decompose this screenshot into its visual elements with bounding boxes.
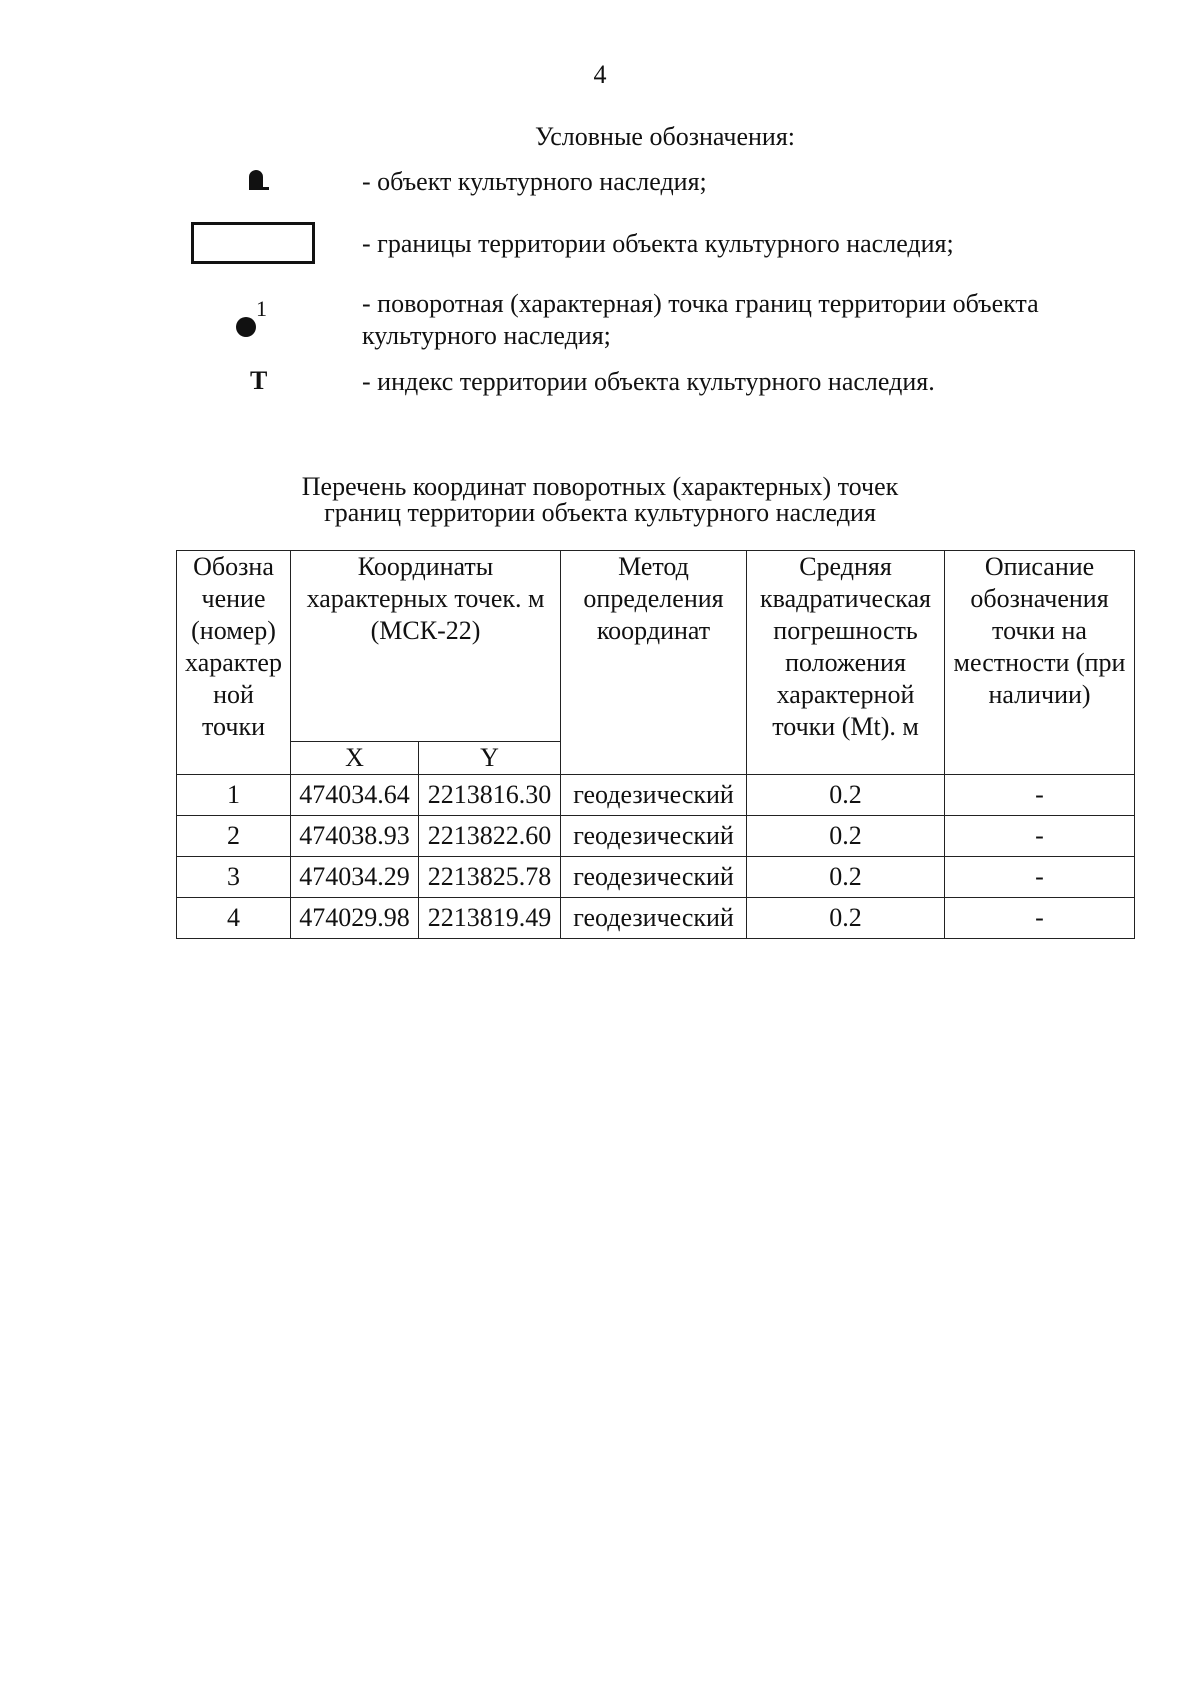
table-title-line1: Перечень координат поворотных (характерных) точек: [301, 472, 899, 501]
cell-method: геодезический: [561, 898, 747, 939]
legend-item-index: - индекс территории объекта культурного наследия.: [362, 367, 935, 396]
cell-y: 2213825.78: [419, 857, 561, 898]
header-x: X: [291, 742, 419, 775]
cell-x: 474029.98: [291, 898, 419, 939]
cell-description: -: [945, 775, 1135, 816]
header-error: Средняя квадратическая погрешность положения характерной точки (Mt). м: [747, 551, 945, 775]
cell-method: геодезический: [561, 857, 747, 898]
cell-error: 0.2: [747, 816, 945, 857]
cell-x: 474034.64: [291, 775, 419, 816]
table-row: [177, 898, 1135, 939]
legend-title: Условные обозначения:: [534, 122, 796, 151]
cell-method: геодезический: [561, 816, 747, 857]
turning-point-icon: [236, 317, 256, 337]
table-title-line2: границ территории объекта культурного наследия: [324, 498, 876, 527]
cell-error: 0.2: [747, 857, 945, 898]
cell-y: 2213819.49: [419, 898, 561, 939]
table-row: [177, 816, 1135, 857]
table-row: [177, 775, 1135, 816]
cell-x: 474034.29: [291, 857, 419, 898]
header-coordinates: Координаты характерных точек. м (МСК-22): [291, 551, 561, 742]
cell-description: -: [945, 898, 1135, 939]
cell-number: 2: [177, 816, 291, 857]
cell-y: 2213816.30: [419, 775, 561, 816]
cell-x: 474038.93: [291, 816, 419, 857]
header-y: Y: [419, 742, 561, 775]
table-row: [177, 857, 1135, 898]
coordinates-table: [176, 550, 1135, 939]
turning-point-label: 1: [256, 296, 267, 321]
legend-item-boundary: - границы территории объекта культурного наследия;: [362, 229, 954, 258]
cell-error: 0.2: [747, 775, 945, 816]
page-number: 4: [593, 60, 607, 89]
header-description: Описание обозначения точки на местности (при наличии): [945, 551, 1135, 775]
cell-description: -: [945, 816, 1135, 857]
cell-description: -: [945, 857, 1135, 898]
boundary-rectangle-icon: [191, 222, 315, 264]
monument-icon: [249, 170, 263, 190]
index-letter-icon: Т: [250, 366, 268, 395]
cell-number: 1: [177, 775, 291, 816]
legend-item-monument: - объект культурного наследия;: [362, 167, 707, 196]
legend-item-turning-point: - поворотная (характерная) точка границ территории объекта культурного наследия;: [362, 289, 1039, 350]
header-number: Обозна чение (номер) характер ной точки: [177, 551, 291, 775]
cell-number: 3: [177, 857, 291, 898]
cell-error: 0.2: [747, 898, 945, 939]
table-title: [0, 474, 1200, 526]
cell-method: геодезический: [561, 775, 747, 816]
header-method: Метод определения координат: [561, 551, 747, 775]
cell-y: 2213822.60: [419, 816, 561, 857]
cell-number: 4: [177, 898, 291, 939]
